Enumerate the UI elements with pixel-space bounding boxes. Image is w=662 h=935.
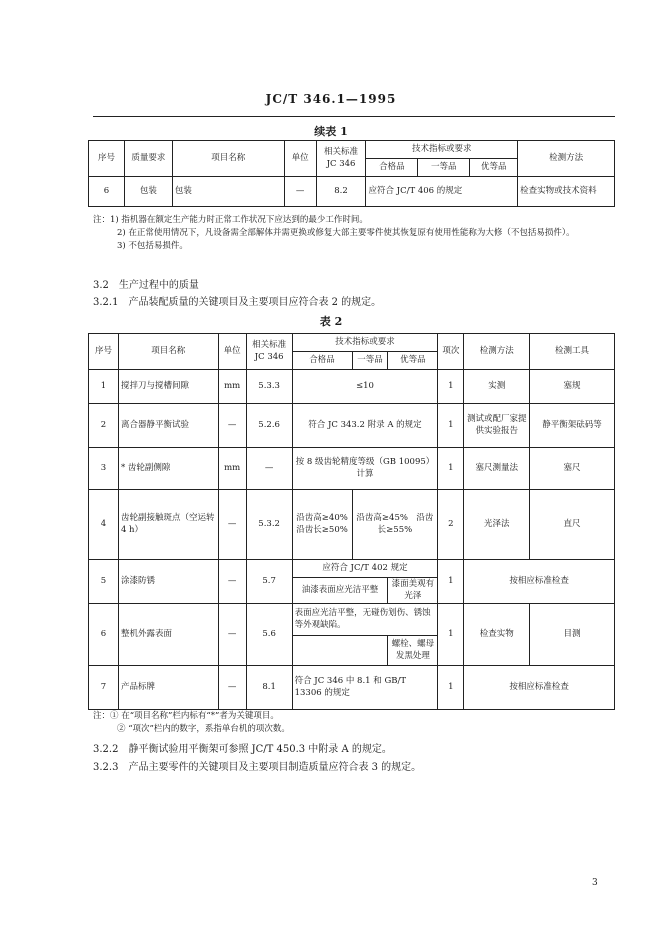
section-3-2: 3.2 生产过程中的质量 xyxy=(93,280,199,291)
note-2: ② “项次”栏内的数字，系指单台机的项次数。 xyxy=(117,723,290,734)
t2-h-tech: 技术指标或要求 xyxy=(292,334,438,352)
note-2: 2) 在正常使用情况下，凡设备需全部解体并需更换或修复大部主要零件使其恢复原有使用性能称为大修（不包括易损件）。 xyxy=(117,227,575,238)
t1-h-pass: 合格品 xyxy=(366,159,418,177)
table-row: 3 * 齿轮副侧隙 mm — 按 8 级齿轮精度等级（GB 10095）计算 1 塞尺测量法 塞尺 xyxy=(89,448,615,490)
t2-h-method: 检测方法 xyxy=(464,334,530,370)
section-3-2-1: 3.2.1 产品装配质量的关键项目及主要项目应符合表 2 的规定。 xyxy=(93,297,382,308)
table2: 序号 项目名称 单位 相关标准 JC 346 技术指标或要求 项次 检测方法 检测工具 合格品 一等品 优等品 1 搅拌刀与搅槽间隙 mm 5.3.3 ≤10 1 实测 塞规 2 离合器静平衡试验 — 5.2.6 符合 JC 343.2 附录 A 的规定 1 测试或配厂家提供实验报告 静平衡架砝码等 3 * 齿轮副侧隙 mm — 按 8 级齿轮精度等级（GB 10095）计算 1 塞尺测量法 塞尺 4 齿轮副接触斑点（空运转 4 h） — 5.3.2 沿齿高≥40% 沿齿长≥50% 沿齿高≥45% 沿齿长≥55% 2 光泽法 直尺 5 涂漆防锈 — 5.7 应符合 JC/T 402 规定 1 按相应标准检查 油漆表面应光洁平整 漆面美观有光泽 6 整机外露表面 — 5.6 表面应光洁平整，无碰伤划伤、锈蚀等外观缺陷。 1 检查实物 目测 螺栓、螺母发黑处理 7 产品标牌 — 8.1 符合 JC 346 中 8.1 和 GB/T 13306 的规定 1 按相应标准检查 xyxy=(88,333,615,710)
note-1: 注：① 在“项目名称”栏内标有“*”者为关键项目。 xyxy=(93,711,279,721)
t1-h-method: 检测方法 xyxy=(518,141,615,177)
t1-h-std: 相关标准 JC 346 xyxy=(316,141,366,177)
table-row: 6 整机外露表面 — 5.6 表面应光洁平整，无碰伤划伤、锈蚀等外观缺陷。 1 检查实物 目测 xyxy=(89,604,615,636)
t2-h-no: 序号 xyxy=(89,334,119,370)
header-rule xyxy=(93,116,615,117)
t2-h-excellent: 优等品 xyxy=(388,352,438,370)
table1 xyxy=(88,140,615,207)
t1-h-unit: 单位 xyxy=(284,141,316,177)
table-row: 6 包装 包装 — 8.2 应符合 JC/T 406 的规定 检查实物或技术资料 xyxy=(89,177,615,207)
table-row: 1 搅拌刀与搅槽间隙 mm 5.3.3 ≤10 1 实测 塞规 xyxy=(89,370,615,404)
section-3-2-2: 3.2.2 静平衡试验用平衡架可参照 JC/T 450.3 中附录 A 的规定。 xyxy=(93,744,392,755)
table-row: 2 离合器静平衡试验 — 5.2.6 符合 JC 343.2 附录 A 的规定 1 测试或配厂家提供实验报告 静平衡架砝码等 xyxy=(89,404,615,448)
t1-h-no: 序号 xyxy=(89,141,125,177)
table1-notes xyxy=(93,214,613,252)
t1-h-first: 一等品 xyxy=(418,159,470,177)
t2-h-tool: 检测工具 xyxy=(530,334,615,370)
t2-h-item: 项目名称 xyxy=(118,334,218,370)
table-row: 4 齿轮副接触斑点（空运转 4 h） — 5.3.2 沿齿高≥40% 沿齿长≥50% 沿齿高≥45% 沿齿长≥55% 2 光泽法 直尺 xyxy=(89,490,615,560)
table2-caption: 表 2 xyxy=(319,315,343,328)
t1-h-excellent: 优等品 xyxy=(470,159,518,177)
page-number: 3 xyxy=(592,878,598,888)
document-header: JC/T 346.1—1995 xyxy=(265,92,397,106)
table-row: 7 产品标牌 — 8.1 符合 JC 346 中 8.1 和 GB/T 13306 的规定 1 按相应标准检查 xyxy=(89,666,615,710)
t2-h-count: 项次 xyxy=(438,334,464,370)
t2-h-unit: 单位 xyxy=(218,334,246,370)
blank-cell xyxy=(292,636,388,666)
table-row: 5 涂漆防锈 — 5.7 应符合 JC/T 402 规定 1 按相应标准检查 xyxy=(89,560,615,578)
t2-h-first: 一等品 xyxy=(352,352,388,370)
t2-h-pass: 合格品 xyxy=(292,352,352,370)
t2-h-std: 相关标准 JC 346 xyxy=(246,334,292,370)
section-3-2-3: 3.2.3 产品主要零件的关键项目及主要项目制造质量应符合表 3 的规定。 xyxy=(93,762,422,773)
note-1: 注：1) 指机器在额定生产能力时正常工作状况下应达到的最少工作时间。 xyxy=(93,215,368,225)
t1-h-tech: 技术指标或要求 xyxy=(366,141,518,159)
note-3: 3) 不包括易损件。 xyxy=(117,240,188,251)
t1-h-item: 项目名称 xyxy=(172,141,284,177)
table2-notes xyxy=(93,710,613,736)
table1-caption: 续表 1 xyxy=(314,125,348,138)
t1-h-quality: 质量要求 xyxy=(124,141,172,177)
